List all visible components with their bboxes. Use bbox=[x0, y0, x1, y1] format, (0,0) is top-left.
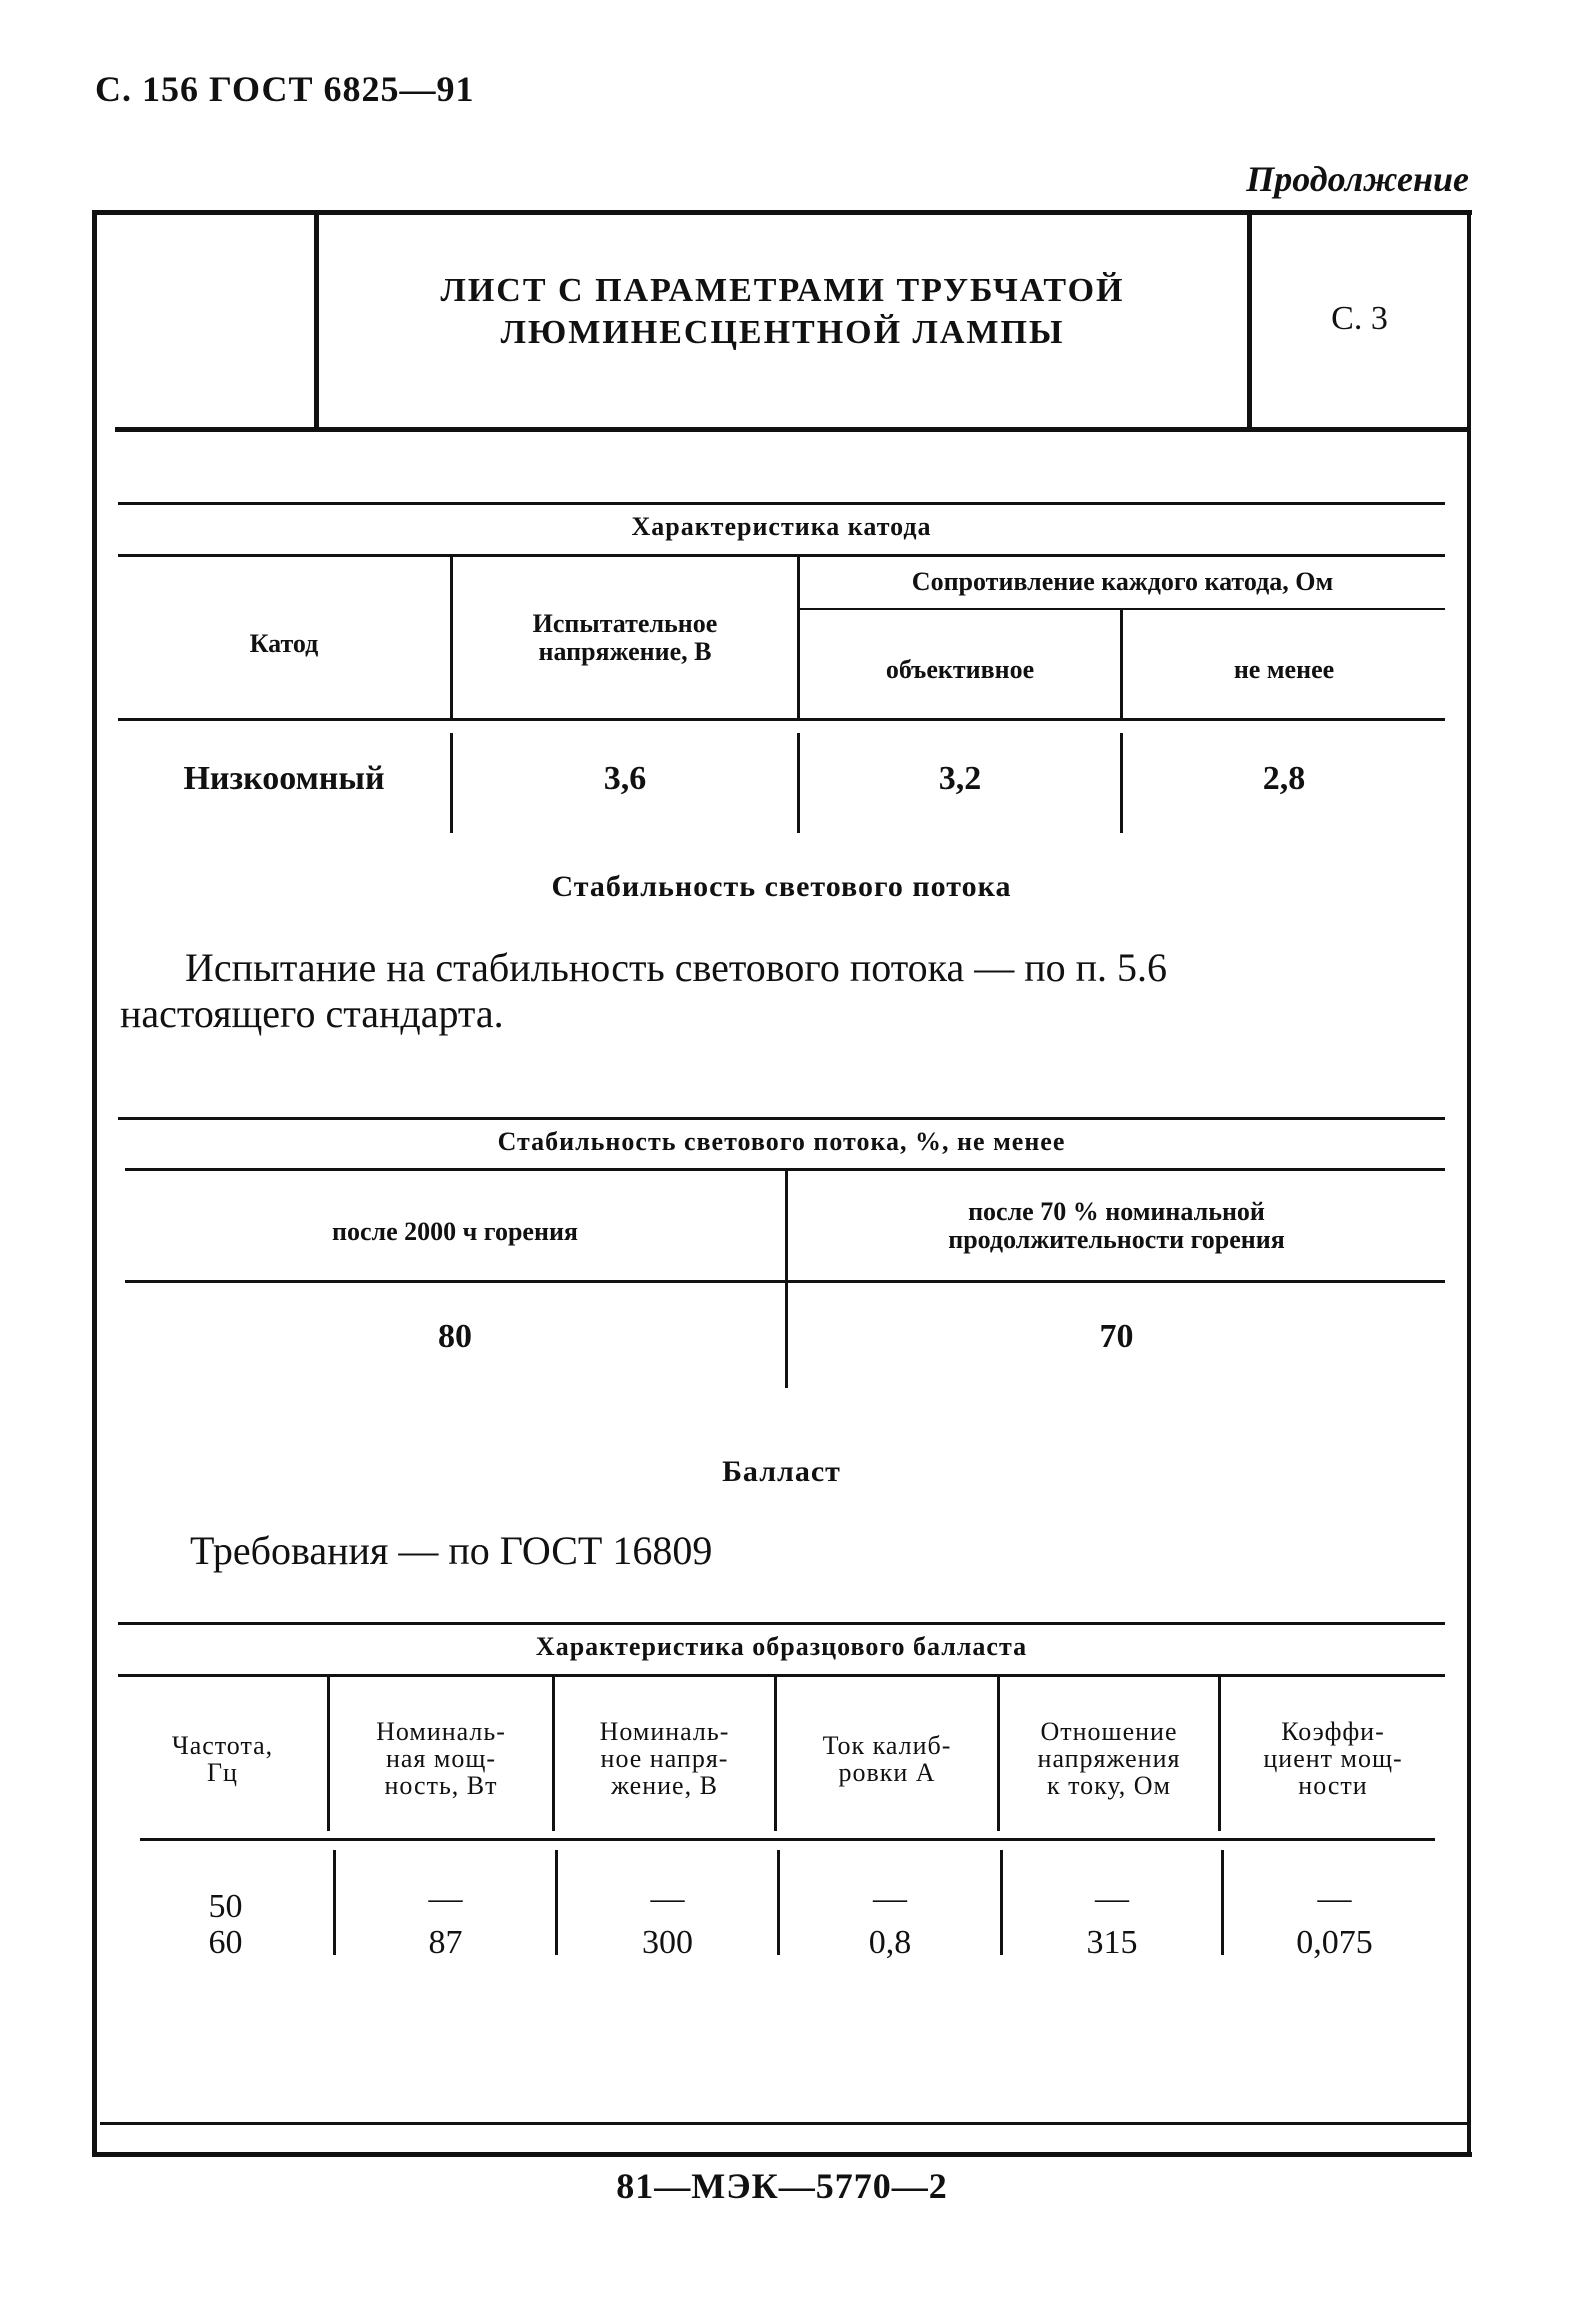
sheet-title-line-2: ЛЮМИНЕСЦЕНТНОЙ ЛАМПЫ bbox=[500, 314, 1065, 351]
col-header-calibration-current-line-1: Ток калиб- bbox=[822, 1731, 952, 1760]
rated-voltage-dash: — bbox=[650, 1880, 685, 1917]
col-header-after-70-line-2: продолжительности горения bbox=[948, 1225, 1285, 1254]
cathode-row-min: 2,8 bbox=[1262, 760, 1306, 797]
cathode-header-bottom bbox=[118, 718, 1445, 721]
frame-top bbox=[92, 210, 1472, 215]
ballast-requirements: Требования — по ГОСТ 16809 bbox=[190, 1528, 713, 1573]
stability-value-after-70: 70 bbox=[1099, 1318, 1134, 1355]
col-header-power-factor-line-2: циент мощ- bbox=[1263, 1744, 1403, 1773]
ballast-row-frequency-50: 50 bbox=[208, 1888, 243, 1925]
col-header-cathode: Катод bbox=[249, 629, 319, 658]
col-header-ratio-line-1: Отношение bbox=[1040, 1717, 1178, 1746]
cathode-row-test-voltage: 3,6 bbox=[603, 760, 647, 797]
frame-bottom bbox=[92, 2152, 1472, 2157]
col-header-power-factor-line-3: ности bbox=[1298, 1771, 1368, 1800]
col-header-power-factor-line-1: Коэффи- bbox=[1281, 1717, 1385, 1746]
col-header-rated-voltage-line-1: Номиналь- bbox=[599, 1717, 730, 1746]
stability-table-top bbox=[118, 1117, 1445, 1120]
sheet-title-line-1: ЛИСТ С ПАРАМЕТРАМИ ТРУБЧАТОЙ bbox=[440, 272, 1125, 309]
continuation-label: Продолжение bbox=[1246, 159, 1469, 199]
col-header-frequency-line-2: Гц bbox=[207, 1758, 238, 1787]
col-header-rated-voltage-line-2: ное напря- bbox=[600, 1744, 729, 1773]
rated-power-value: 87 bbox=[428, 1924, 463, 1961]
frame-left bbox=[92, 212, 97, 2157]
col-header-test-voltage-line-1: Испытательное bbox=[532, 609, 718, 638]
footer-code: 81—МЭК—5770—2 bbox=[616, 2166, 948, 2206]
col-header-rated-power-line-3: ность, Вт bbox=[384, 1771, 498, 1800]
cathode-row-objective: 3,2 bbox=[938, 760, 982, 797]
ballast-header-bottom bbox=[140, 1838, 1435, 1841]
cathode-table-top bbox=[118, 502, 1445, 505]
ballast-table-caption: Характеристика образцового балласта bbox=[535, 1632, 1028, 1661]
stability-table-caption: Стабильность светового потока, %, не менее bbox=[497, 1127, 1066, 1156]
col-header-test-voltage-line-2: напряжение, В bbox=[538, 637, 712, 666]
col-header-rated-power bbox=[330, 1718, 552, 1799]
page-header: С. 156 ГОСТ 6825—91 bbox=[95, 69, 475, 109]
col-header-after-70 bbox=[788, 1198, 1445, 1254]
stability-value-after-2000: 80 bbox=[438, 1318, 472, 1355]
sheet-page-label: С. 3 bbox=[1331, 300, 1388, 337]
col-header-power-factor bbox=[1221, 1718, 1445, 1799]
cathode-caption-divider bbox=[118, 554, 1445, 557]
footer-rule bbox=[100, 2122, 1470, 2125]
col-header-min: не менее bbox=[1233, 655, 1335, 684]
col-header-frequency bbox=[118, 1732, 327, 1786]
col-header-ratio-line-2: напряжения bbox=[1037, 1744, 1181, 1773]
ballast-row-frequency-60: 60 bbox=[208, 1924, 243, 1961]
col-header-resistance: Сопротивление каждого катода, Ом bbox=[911, 567, 1334, 596]
rated-power-dash: — bbox=[428, 1880, 463, 1917]
col-header-rated-power-line-1: Номиналь- bbox=[376, 1717, 506, 1746]
col-header-rated-power-line-2: ная мощ- bbox=[385, 1744, 497, 1773]
frame-right bbox=[1467, 212, 1471, 2157]
sheet-title bbox=[320, 270, 1245, 354]
cathode-table-caption: Характеристика катода bbox=[631, 512, 932, 541]
col-header-test-voltage bbox=[453, 610, 797, 666]
calibration-current-dash: — bbox=[873, 1880, 907, 1917]
power-factor-dash: — bbox=[1317, 1880, 1352, 1917]
col-header-calibration-current-line-2: ровки А bbox=[838, 1758, 936, 1787]
sheet-header-divider-left bbox=[314, 212, 319, 427]
col-header-rated-voltage bbox=[555, 1718, 774, 1799]
col-header-objective: объективное bbox=[885, 655, 1035, 684]
ratio-dash: — bbox=[1095, 1880, 1129, 1917]
col-header-voltage-current-ratio bbox=[1000, 1718, 1218, 1799]
sheet-header-bottom bbox=[115, 427, 1470, 432]
col-header-rated-voltage-line-3: жение, В bbox=[611, 1771, 718, 1800]
stability-text-line-2: настоящего стандарта. bbox=[120, 991, 504, 1036]
rated-voltage-value: 300 bbox=[642, 1924, 693, 1961]
power-factor-value: 0,075 bbox=[1296, 1924, 1373, 1961]
ballast-caption-divider bbox=[118, 1674, 1445, 1677]
stability-title: Стабильность светового потока bbox=[551, 870, 1012, 903]
cathode-row-name: Низкоомный bbox=[183, 760, 385, 797]
col-header-ratio-line-3: к току, Ом bbox=[1046, 1771, 1172, 1800]
col-header-after-2000: после 2000 ч горения bbox=[332, 1217, 578, 1246]
col-header-after-70-line-1: после 70 % номинальной bbox=[968, 1197, 1265, 1226]
col-header-calibration-current bbox=[777, 1732, 997, 1786]
ratio-value: 315 bbox=[1086, 1924, 1138, 1961]
col-header-frequency-line-1: Частота, bbox=[171, 1731, 274, 1760]
stability-text bbox=[120, 945, 1450, 1037]
calibration-current-value: 0,8 bbox=[868, 1924, 912, 1961]
ballast-title: Балласт bbox=[722, 1455, 841, 1488]
stability-text-line-1: Испытание на стабильность светового потока — по п. 5.6 bbox=[185, 945, 1168, 990]
ballast-table-top bbox=[118, 1622, 1445, 1625]
